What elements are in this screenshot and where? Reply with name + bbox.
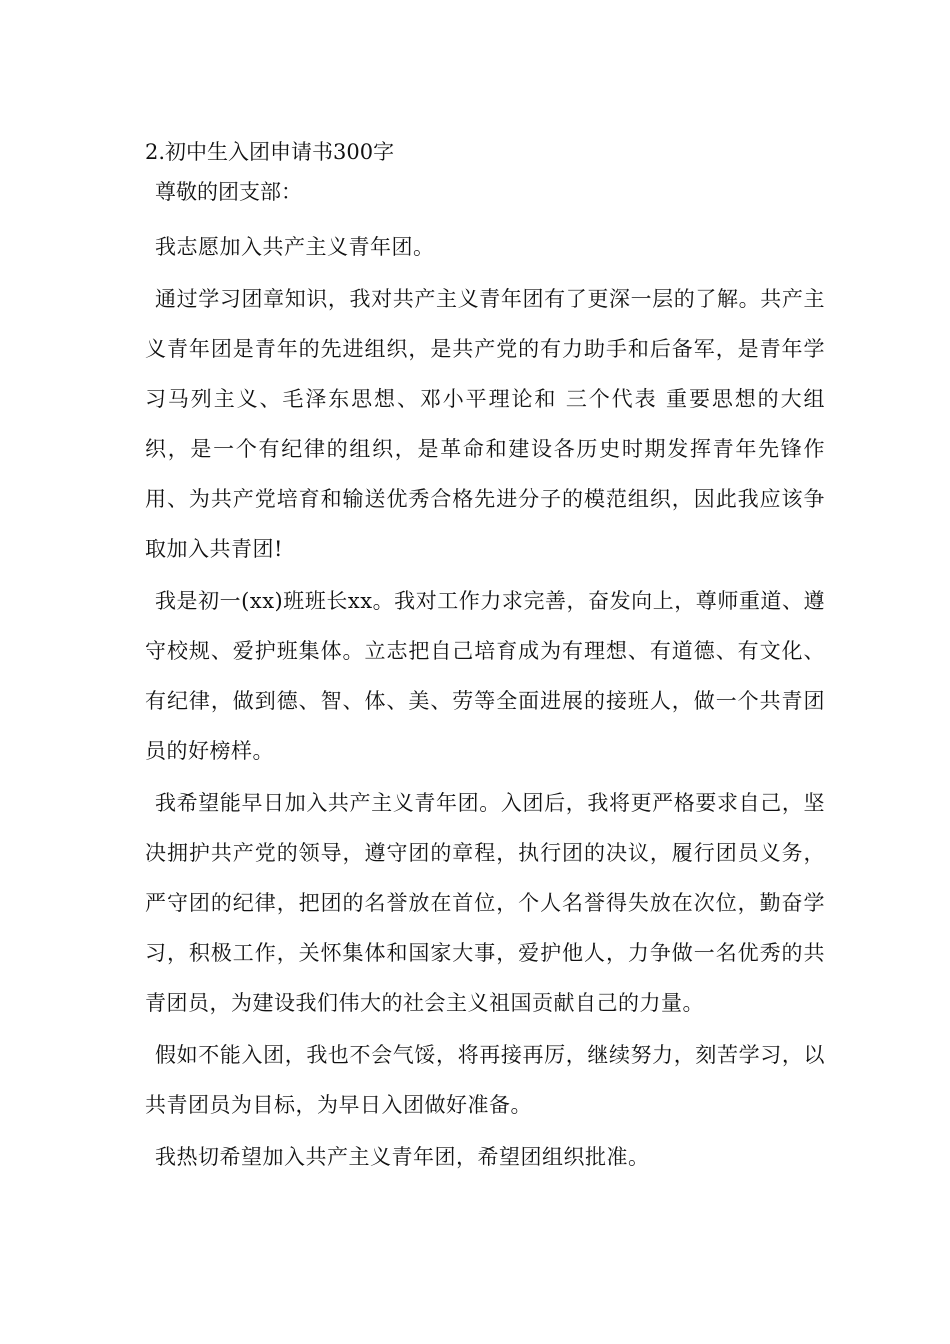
document-title: 2.初中生入团申请书300字 — [145, 140, 395, 164]
paragraph-5: 假如不能入团，我也不会气馁，将再接再厉，继续努力，刻苦学习，以共青团员为目标，为早日入团做好准备。 — [145, 1043, 825, 1117]
paragraph-6: 我热切希望加入共产主义青年团，希望团组织批准。 — [155, 1145, 650, 1169]
paragraph-4: 我希望能早日加入共产主义青年团。入团后，我将更严格要求自己，坚决拥护共产党的领导，遵守团的章程，执行团的决议，履行团员义务，严守团的纪律，把团的名誉放在首位，个人名誉得失放在次位，勤奋学习，积极工作，关怀集体和国家大事，爱护他人，力争做一名优秀的共青团员，为建设我们伟大的社会主义祖国贡献自己的力量。 — [145, 791, 825, 1015]
paragraph-3: 我是初一(xx)班班长xx。我对工作力求完善，奋发向上，尊师重道、遵守校规、爱护班集体。立志把自己培育成为有理想、有道德、有文化、有纪律，做到德、智、体、美、劳等全面进展的接班人，做一个共青团员的好榜样。 — [145, 589, 825, 763]
document-page — [145, 132, 825, 1184]
paragraph-2: 通过学习团章知识，我对共产主义青年团有了更深一层的了解。共产主义青年团是青年的先进组织，是共产党的有力助手和后备军，是青年学习马列主义、毛泽东思想、邓小平理论和 三个代表 重要思想的大组织，是一个有纪律的组织，是革命和建设各历史时期发挥青年先锋作用、为共产党培育和输送优秀合格先进分子的模范组织，因此我应该争取加入共青团! — [145, 287, 825, 561]
salutation: 尊敬的团支部： — [155, 180, 302, 204]
paragraph-1: 我志愿加入共产主义青年团。 — [155, 235, 435, 259]
